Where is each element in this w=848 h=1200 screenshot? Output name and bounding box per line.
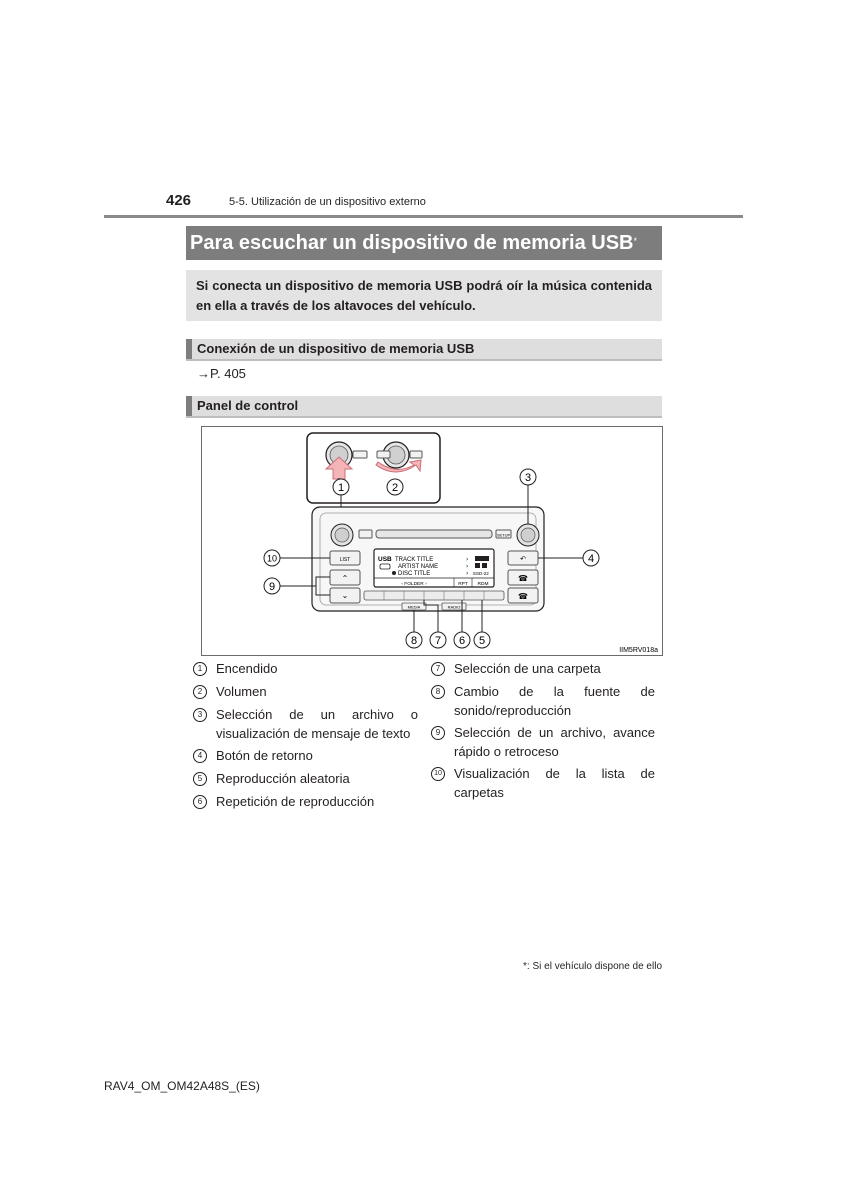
eject-button-inset-left	[353, 451, 367, 458]
legend-number: 4	[193, 749, 207, 763]
legend-text: Selección de un archivo, avance rápido o retroceso	[454, 725, 655, 759]
legend-text: Encendido	[216, 661, 278, 676]
legend-number: 10	[431, 767, 445, 781]
legend-number: 8	[431, 685, 445, 699]
callout-6-label: 6	[458, 635, 466, 647]
legend-number: 9	[431, 726, 445, 740]
folder-next-arrow: ›	[423, 582, 427, 587]
chevron-down-icon: ⌄	[341, 591, 349, 600]
legend-text: Selección de un archivo o visualización de mensaje de texto	[216, 707, 418, 741]
folder-prev-arrow: ‹	[401, 582, 405, 587]
disc-slot	[376, 530, 492, 538]
reference-arrow: →	[197, 366, 210, 381]
page-title	[186, 226, 662, 260]
reference-link[interactable]: P. 405	[210, 366, 246, 381]
display-indicator-bar	[475, 556, 489, 561]
image-code: IIM5RV018a	[619, 647, 658, 654]
legend-item	[431, 682, 655, 720]
page-reference	[197, 366, 246, 381]
eject-button-inset-right	[377, 451, 390, 458]
display-arrow-3: ›	[466, 570, 469, 577]
tune-scroll-knob-center	[521, 528, 535, 542]
legend-number: 2	[193, 685, 207, 699]
control-panel-figure	[201, 426, 663, 656]
legend-text: Reproducción aleatoria	[216, 771, 350, 786]
section-reference: 5-5. Utilización de un dispositivo externo	[229, 196, 426, 208]
legend-text: Botón de retorno	[216, 748, 313, 763]
legend-number: 1	[193, 662, 207, 676]
display-folder-key	[401, 581, 427, 587]
legend-text: Selección de una carpeta	[454, 661, 601, 676]
callout-7-label: 7	[434, 635, 442, 647]
legend-item	[193, 682, 418, 701]
display-indicator-a	[475, 563, 480, 568]
display-rdm-label: RDM	[477, 582, 489, 587]
legend-text: Visualización de la lista de carpetas	[454, 766, 655, 800]
display-disc-title: DISC TITLE	[398, 571, 431, 577]
legend-item	[431, 723, 655, 761]
power-volume-knob-center	[335, 528, 349, 542]
callout-8-label: 8	[410, 635, 418, 647]
display-folder-label: FOLDER	[404, 582, 424, 587]
phone-icon: ☎	[518, 574, 528, 583]
control-panel-illustration	[202, 427, 664, 657]
callout-4-label: 4	[587, 553, 595, 565]
display-artist-name: ARTIST NAME	[398, 564, 439, 570]
callout-10-label: 10	[266, 553, 278, 564]
legend-number: 5	[193, 772, 207, 786]
footnote-mark: *:	[523, 961, 530, 972]
display-arrow-1: ›	[466, 556, 469, 563]
eject-button	[359, 530, 372, 538]
callout-2-label: 2	[391, 482, 399, 494]
legend-item	[193, 792, 418, 811]
media-button-label: MEDIA	[407, 604, 421, 610]
preset-buttons-row	[364, 591, 504, 600]
header-rule	[104, 215, 743, 218]
legend-item	[431, 659, 655, 678]
small-button-inset	[410, 451, 422, 458]
radio-button-label: RADIO	[447, 604, 461, 610]
phone-hangup-icon: ☎	[518, 592, 528, 601]
display-rpt-label: RPT	[458, 582, 468, 587]
legend-item	[431, 764, 655, 802]
setup-button-label: SETUP	[496, 532, 511, 538]
section-heading-connection: Conexión de un dispositivo de memoria USB	[186, 339, 662, 359]
display-ssd-label: SSD-22	[473, 571, 489, 576]
disc-icon	[392, 571, 396, 575]
legend-text: Repetición de reproducción	[216, 794, 375, 809]
chevron-up-icon: ⌃	[341, 574, 349, 583]
callout-5-label: 5	[478, 635, 486, 647]
footnote	[523, 961, 662, 972]
page-number: 426	[166, 192, 192, 209]
footnote-text: Si el vehículo dispone de ello	[532, 961, 662, 972]
intro-box: Si conecta un dispositivo de memoria USB podrá oír la música contenida en ella a través de los altavoces del vehículo.	[186, 270, 662, 321]
display-indicator-b	[482, 563, 487, 568]
legend-text: Volumen	[216, 684, 267, 699]
callout-3-label: 3	[524, 472, 532, 484]
callout-9-label: 9	[268, 581, 276, 593]
title-footnote-mark: *	[633, 236, 637, 246]
legend-text: Cambio de la fuente de sonido/reproducción	[454, 684, 655, 718]
legend-number: 6	[193, 795, 207, 809]
document-code: RAV4_OM_OM42A48S_(ES)	[104, 1079, 260, 1093]
legend-number: 3	[193, 708, 207, 722]
page-title-text: Para escuchar un dispositivo de memoria USB	[190, 232, 634, 254]
callout-1-label: 1	[337, 482, 345, 494]
legend-number: 7	[431, 662, 445, 676]
legend-item	[193, 705, 418, 743]
legend-item	[193, 659, 418, 678]
display-arrow-2: ›	[466, 563, 469, 570]
section-heading-panel: Panel de control	[186, 396, 662, 416]
return-icon: ↶	[520, 555, 526, 563]
legend-item	[193, 769, 418, 788]
callout-7-leader	[424, 600, 438, 632]
display-track-title: TRACK TITLE	[395, 557, 434, 563]
legend-item	[193, 746, 418, 765]
display-source: USB	[378, 556, 392, 563]
list-button-label: LIST	[339, 557, 351, 563]
